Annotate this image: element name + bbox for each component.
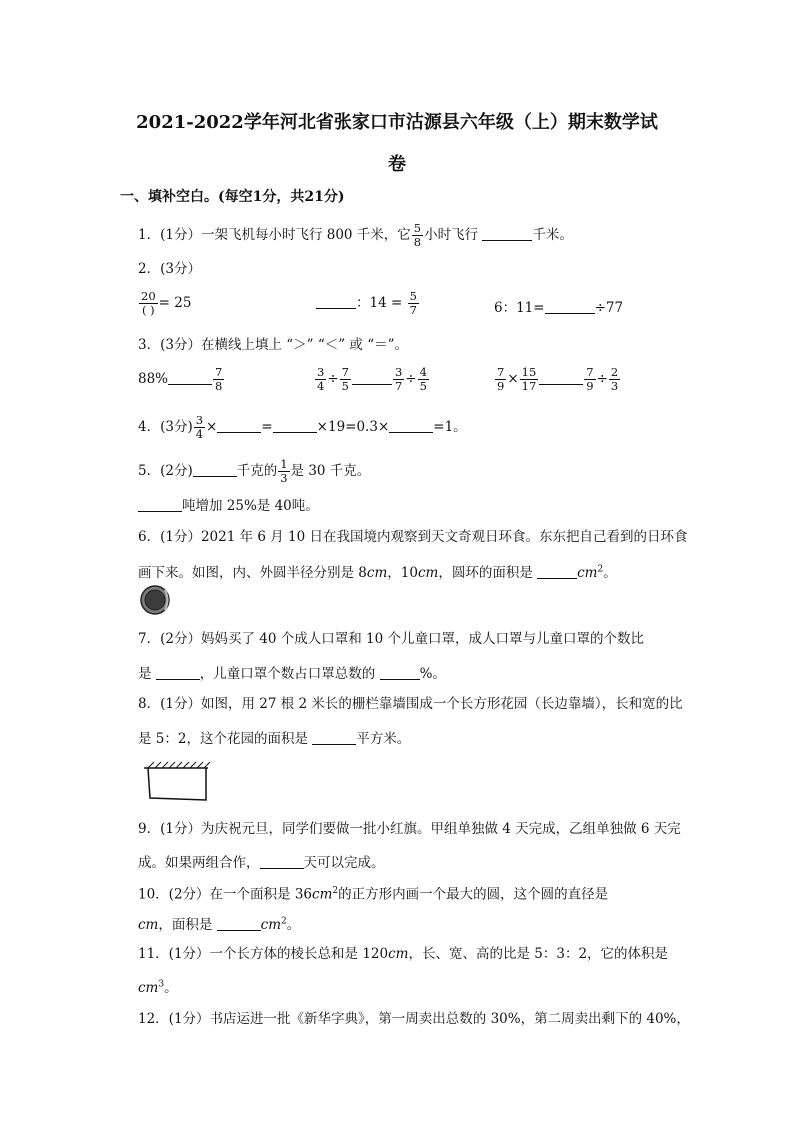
question-2-part-c: 6：11= ÷77	[494, 300, 624, 316]
question-2-part-a: $\frac{20}{( )}$ = 25	[141, 289, 192, 317]
answer-blank[interactable]	[389, 418, 433, 433]
answer-blank[interactable]	[217, 916, 261, 931]
solar-eclipse-ring-figure	[139, 584, 171, 616]
answer-blank[interactable]	[273, 418, 317, 433]
answer-blank[interactable]	[312, 730, 356, 745]
question-4: 4．(3分) $\frac{3}{4}$ × = ×19=0.3× =1。	[138, 413, 467, 441]
answer-blank[interactable]	[380, 665, 420, 680]
page-title: 2021-2022学年河北省张家口市沽源县六年级（上）期末数学试	[136, 112, 658, 133]
question-10: 10．(2分）在一个面积是 $36cm^2$的正方形内画一个最大的圆，这个圆的直径是	[138, 886, 609, 903]
question-3-part-a: 88% $\frac{7}{8}$	[138, 365, 223, 393]
answer-blank[interactable]	[537, 564, 577, 579]
answer-blank[interactable]	[168, 370, 212, 385]
page-title-continued: 卷	[388, 154, 406, 175]
question-9: 9．(1分）为庆祝元旦，同学们要做一批小红旗。甲组单独做 4 天完成，乙组单独做 6 天完	[138, 821, 681, 837]
question-5-line-2: 吨增加 25%是 40吨。	[138, 494, 319, 514]
question-2-head: 2．(3分）	[138, 261, 201, 277]
answer-blank[interactable]	[482, 226, 532, 241]
question-7-line-2: 是 ，儿童口罩个数占口罩总数的 %。	[138, 666, 446, 682]
answer-blank[interactable]	[539, 370, 583, 385]
question-1: 1．(1分）一架飞机每小时飞行 800 千米，它 $\frac{5}{8}$ 小时飞行 千米。	[138, 221, 573, 249]
answer-blank[interactable]	[316, 294, 356, 309]
answer-blank[interactable]	[217, 418, 261, 433]
question-2-part-b: ：14 = $\frac{5}{7}$	[316, 290, 420, 317]
question-7: 7．(2分）妈妈买了 40 个成人口罩和 10 个儿童口罩，成人口罩与儿童口罩的个数比	[138, 631, 644, 647]
answer-blank[interactable]	[352, 370, 392, 385]
fraction: $\frac{5}{7}$	[409, 289, 417, 317]
question-11-line-2: $cm^3$。	[138, 979, 178, 996]
question-10-line-2: cm，面积是 $cm^2$。	[138, 916, 301, 933]
answer-blank[interactable]	[260, 854, 304, 869]
question-8: 8．(1分）如图，用 27 根 2 米长的栅栏靠墙围成一个长方形花园（长边靠墙），长和宽的比	[138, 696, 683, 712]
question-3-part-b: $\frac{3}{4}$ ÷ $\frac{7}{5}$ $\frac{3}{7}$ ÷ $\frac{4}{5}$	[317, 365, 427, 393]
fraction: $\frac{5}{8}$	[413, 221, 422, 249]
question-5: 5．(2分) 千克的 $\frac{1}{3}$ 是 30 千克。	[138, 457, 371, 485]
question-3-head: 3．(3分）在横线上填上 “＞” “＜” 或 “＝”。	[138, 337, 409, 353]
answer-blank[interactable]	[156, 665, 200, 680]
answer-blank[interactable]	[193, 462, 237, 477]
question-11: 11．(1分）一个长方体的棱长总和是 120cm，长、宽、高的比是 5：3：2，它的体积是	[138, 946, 669, 962]
question-3-part-c: $\frac{7}{9}$ × $\frac{15}{17}$ $\frac{7}{9}$ ÷ $\frac{2}{3}$	[497, 365, 619, 393]
section-heading: 一、填补空白。(每空1分，共21分)	[120, 189, 345, 205]
question-12: 12．(1分）书店运进一批《新华字典》，第一周卖出总数的 30%，第二周卖出剩下的 40%，	[138, 1011, 690, 1027]
fraction: $\frac{20}{( )}$	[141, 289, 156, 317]
garden-wall-figure	[140, 760, 212, 804]
question-9-line-2: 成。如果两组合作， 天可以完成。	[138, 855, 385, 871]
answer-blank[interactable]	[138, 497, 182, 512]
question-8-line-2: 是 5：2，这个花园的面积是 平方米。	[138, 731, 411, 747]
question-6-line-2: 画下来。如图，内、外圆半径分别是 8cm，10cm，圆环的面积是 $cm^2$。	[138, 564, 617, 581]
question-6: 6．(1分）2021 年 6 月 10 日在我国境内观察到天文奇观日环食。东东把自己看到的日环食	[138, 529, 688, 545]
answer-blank[interactable]	[545, 299, 595, 314]
